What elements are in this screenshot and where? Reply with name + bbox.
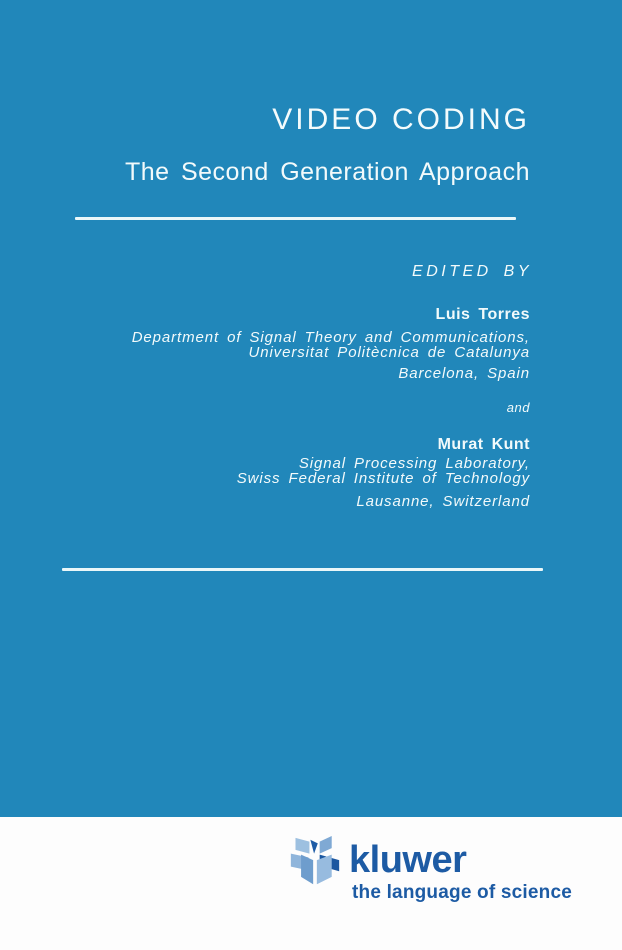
editor-affiliation-line: Signal Processing Laboratory, bbox=[298, 455, 530, 472]
publisher-name: kluwer bbox=[349, 839, 467, 881]
publisher-footer bbox=[0, 817, 622, 950]
editor-affiliation-line: Universitat Politècnica de Catalunya bbox=[248, 344, 530, 361]
kluwer-open-books-pinwheel-icon bbox=[289, 835, 341, 889]
editor-affiliation-line: Department of Signal Theory and Communications, bbox=[131, 329, 530, 346]
editors-conjunction: and bbox=[506, 400, 530, 415]
editor-name-murat-kunt: Murat Kunt bbox=[437, 436, 530, 453]
editor-name-luis-torres: Luis Torres bbox=[435, 306, 530, 323]
book-title: VIDEO CODING bbox=[272, 103, 530, 136]
divider-rule-bottom bbox=[62, 568, 543, 571]
editor-affiliation-line: Swiss Federal Institute of Technology bbox=[236, 470, 530, 487]
editor-location: Barcelona, Spain bbox=[398, 365, 530, 382]
publisher-tagline: the language of science bbox=[352, 882, 572, 903]
editor-location: Lausanne, Switzerland bbox=[356, 493, 530, 510]
divider-rule-top bbox=[75, 217, 516, 220]
edited-by-label: EDITED BY bbox=[412, 263, 532, 280]
book-subtitle: The Second Generation Approach bbox=[124, 158, 530, 186]
